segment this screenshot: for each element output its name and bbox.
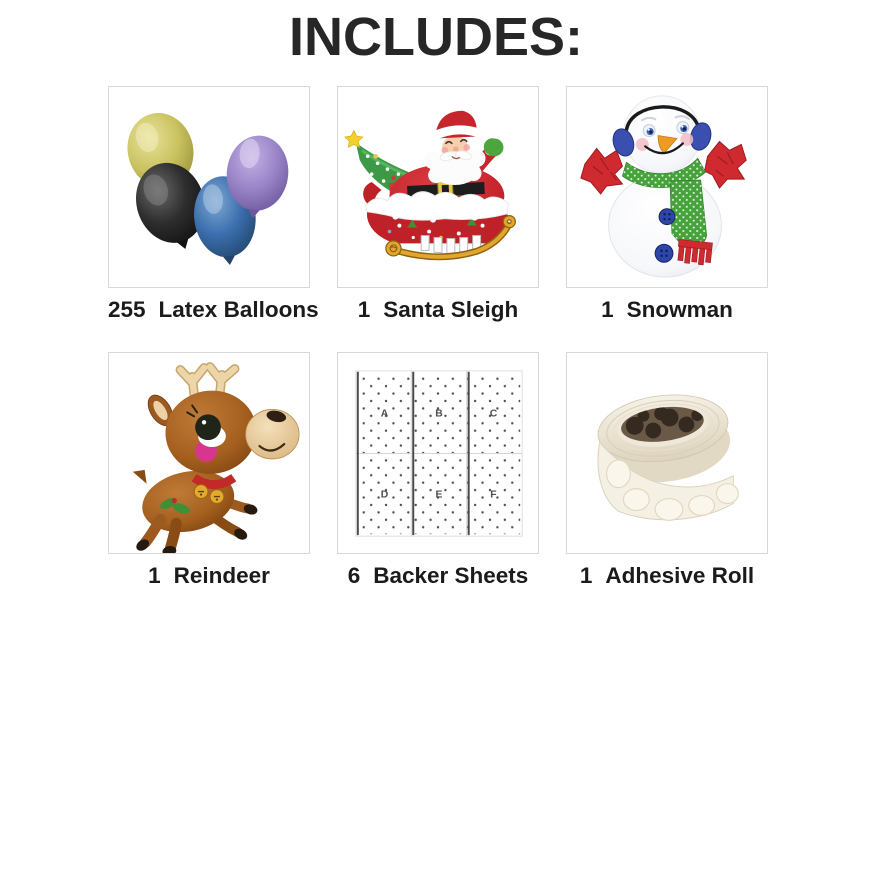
- adhesive-roll-image: [567, 353, 767, 553]
- reindeer-image-frame: [108, 352, 310, 554]
- item-quantity: 6: [347, 563, 361, 588]
- reindeer-image: [109, 353, 309, 553]
- panel-letter-d: D: [380, 489, 389, 501]
- backer-sheets-image: [338, 353, 538, 553]
- item-label: Latex Balloons: [158, 297, 319, 322]
- item-label: Reindeer: [173, 563, 270, 588]
- item-quantity: 1: [357, 297, 371, 322]
- product-card-adhesive-roll: [566, 352, 768, 589]
- product-card-latex-balloons: [108, 86, 319, 323]
- snowman-right-mitten: [705, 141, 747, 188]
- item-caption: [337, 563, 539, 589]
- product-card-backer-sheets: [337, 352, 539, 589]
- snout: [246, 409, 299, 459]
- item-caption: [337, 297, 539, 323]
- item-quantity: 1: [601, 297, 614, 322]
- snowman-left-mitten: [581, 148, 623, 194]
- item-caption: [108, 563, 310, 589]
- backer-sheets-image-frame: [337, 352, 539, 554]
- latex-balloons-image-frame: [108, 86, 310, 288]
- panel-letter-e: E: [435, 489, 443, 501]
- panel-letter-b: B: [435, 408, 443, 420]
- item-label: Santa Sleigh: [383, 297, 519, 322]
- item-label: Adhesive Roll: [605, 563, 755, 588]
- product-card-santa-sleigh: [337, 86, 539, 323]
- santa-head: [424, 110, 485, 185]
- item-quantity: 255: [108, 297, 146, 322]
- item-caption: [566, 563, 768, 589]
- santa-sleigh-image-frame: [337, 86, 539, 288]
- panel-letter-c: C: [489, 408, 498, 420]
- latex-balloons-image: [109, 87, 309, 287]
- antlers: [180, 367, 234, 395]
- item-caption: [566, 297, 768, 323]
- panel-letter-a: A: [380, 408, 389, 420]
- panel-letter-f: F: [490, 489, 497, 501]
- adhesive-roll-image-frame: [566, 352, 768, 554]
- item-label: Backer Sheets: [373, 563, 529, 588]
- snowman-image: [567, 87, 767, 287]
- product-card-reindeer: [108, 352, 310, 589]
- tail: [133, 470, 147, 484]
- item-quantity: 1: [148, 563, 161, 588]
- item-label: Snowman: [626, 297, 733, 322]
- item-quantity: 1: [579, 563, 593, 588]
- santa-sleigh-image: [338, 87, 538, 287]
- product-card-snowman: [566, 86, 768, 323]
- item-caption: [108, 297, 319, 323]
- front-legs: [134, 519, 177, 553]
- snowman-image-frame: [566, 86, 768, 288]
- page-title: INCLUDES:: [289, 7, 583, 67]
- tree-star: [345, 131, 363, 148]
